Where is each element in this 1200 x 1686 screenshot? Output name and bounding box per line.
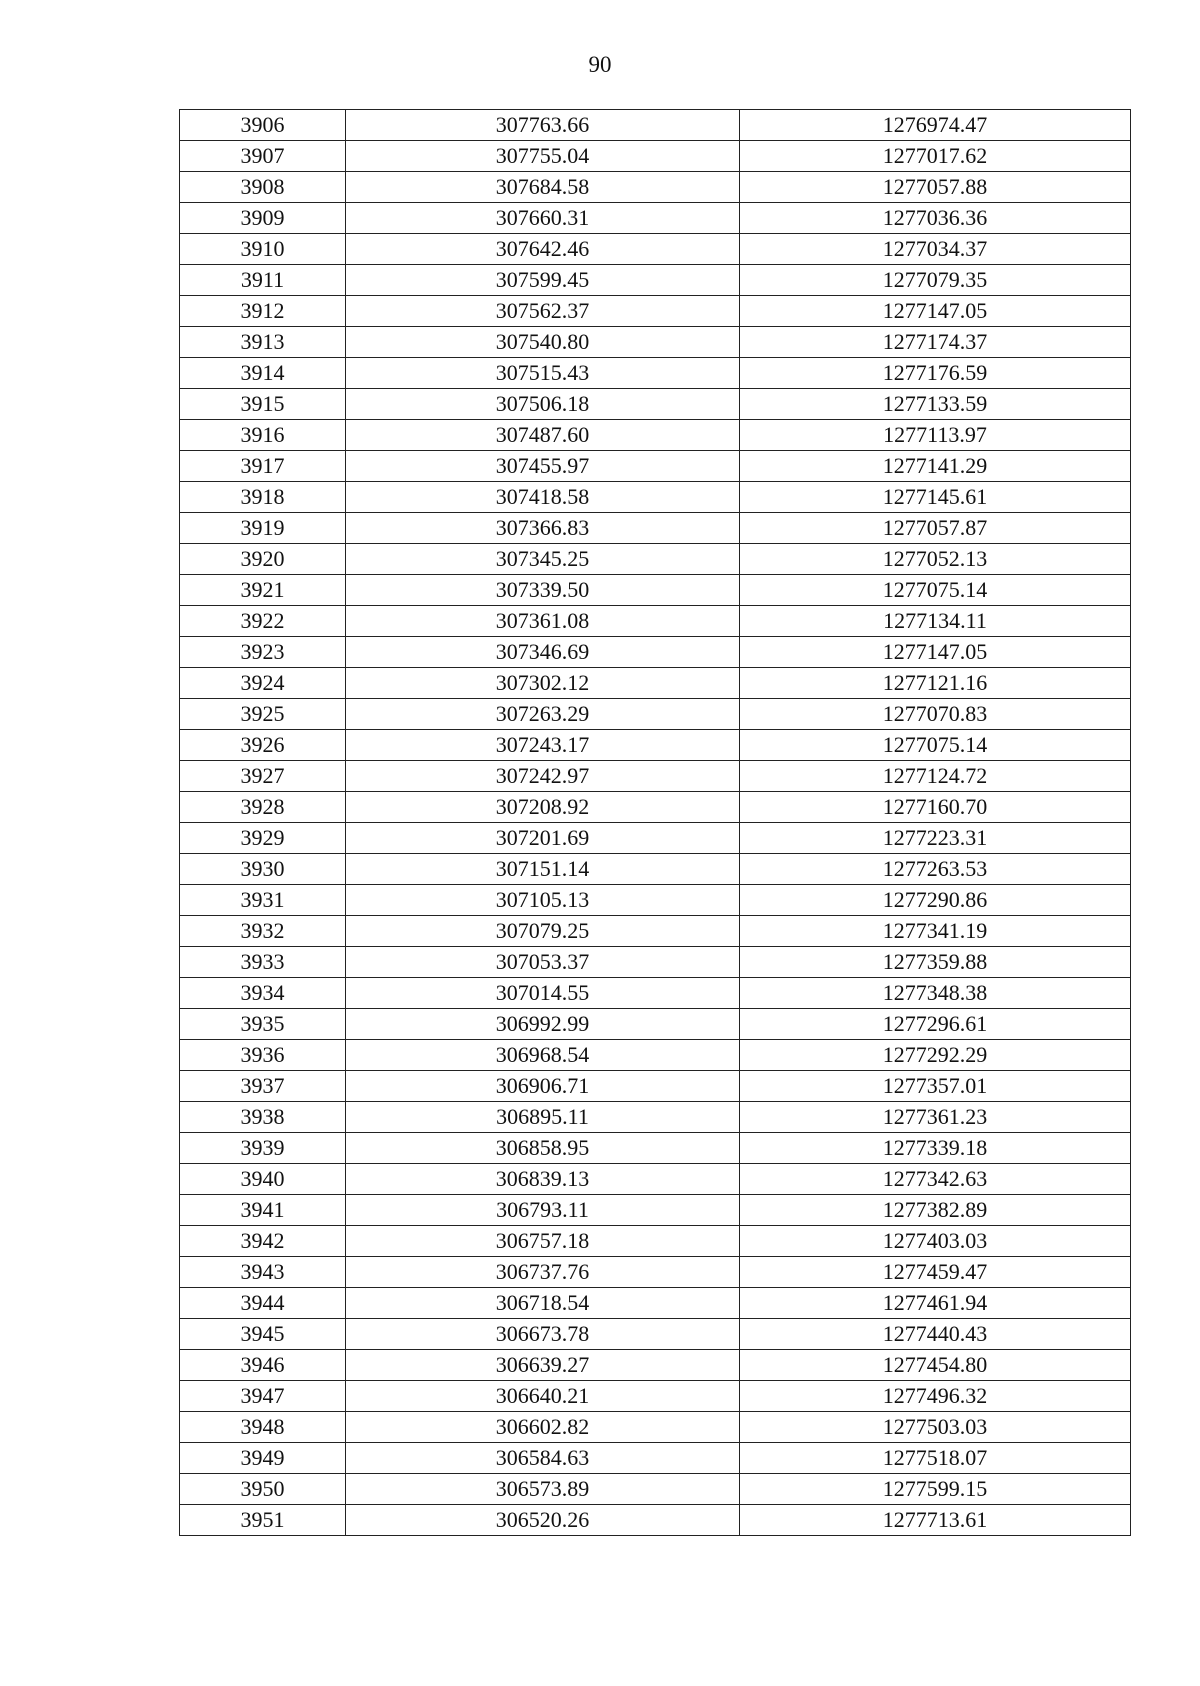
x-coordinate-cell: 307366.83 bbox=[346, 513, 740, 544]
x-coordinate-cell: 306793.11 bbox=[346, 1195, 740, 1226]
y-coordinate-cell: 1277296.61 bbox=[740, 1009, 1131, 1040]
point-number-cell: 3909 bbox=[180, 203, 346, 234]
point-number-cell: 3934 bbox=[180, 978, 346, 1009]
point-number-cell: 3951 bbox=[180, 1505, 346, 1536]
table-row bbox=[180, 1164, 1131, 1195]
table-row bbox=[180, 327, 1131, 358]
point-number-cell: 3937 bbox=[180, 1071, 346, 1102]
y-coordinate-cell: 1277079.35 bbox=[740, 265, 1131, 296]
x-coordinate-cell: 307242.97 bbox=[346, 761, 740, 792]
table-row bbox=[180, 1474, 1131, 1505]
point-number-cell: 3925 bbox=[180, 699, 346, 730]
x-coordinate-cell: 307562.37 bbox=[346, 296, 740, 327]
table-row bbox=[180, 482, 1131, 513]
table-row bbox=[180, 699, 1131, 730]
x-coordinate-cell: 306520.26 bbox=[346, 1505, 740, 1536]
y-coordinate-cell: 1277348.38 bbox=[740, 978, 1131, 1009]
table-row bbox=[180, 885, 1131, 916]
x-coordinate-cell: 307105.13 bbox=[346, 885, 740, 916]
table-row bbox=[180, 1381, 1131, 1412]
point-number-cell: 3939 bbox=[180, 1133, 346, 1164]
y-coordinate-cell: 1277070.83 bbox=[740, 699, 1131, 730]
point-number-cell: 3941 bbox=[180, 1195, 346, 1226]
x-coordinate-cell: 306639.27 bbox=[346, 1350, 740, 1381]
x-coordinate-cell: 307014.55 bbox=[346, 978, 740, 1009]
point-number-cell: 3931 bbox=[180, 885, 346, 916]
table-row bbox=[180, 234, 1131, 265]
table-row bbox=[180, 1040, 1131, 1071]
x-coordinate-cell: 307660.31 bbox=[346, 203, 740, 234]
table-row bbox=[180, 110, 1131, 141]
y-coordinate-cell: 1277174.37 bbox=[740, 327, 1131, 358]
y-coordinate-cell: 1277503.03 bbox=[740, 1412, 1131, 1443]
table-row bbox=[180, 1071, 1131, 1102]
x-coordinate-cell: 306895.11 bbox=[346, 1102, 740, 1133]
y-coordinate-cell: 1277134.11 bbox=[740, 606, 1131, 637]
y-coordinate-cell: 1277121.16 bbox=[740, 668, 1131, 699]
y-coordinate-cell: 1277341.19 bbox=[740, 916, 1131, 947]
table-row bbox=[180, 1009, 1131, 1040]
x-coordinate-cell: 307053.37 bbox=[346, 947, 740, 978]
table-row bbox=[180, 1505, 1131, 1536]
point-number-cell: 3942 bbox=[180, 1226, 346, 1257]
y-coordinate-cell: 1277357.01 bbox=[740, 1071, 1131, 1102]
table-row bbox=[180, 1288, 1131, 1319]
x-coordinate-cell: 307418.58 bbox=[346, 482, 740, 513]
x-coordinate-cell: 307079.25 bbox=[346, 916, 740, 947]
y-coordinate-cell: 1277361.23 bbox=[740, 1102, 1131, 1133]
y-coordinate-cell: 1276974.47 bbox=[740, 110, 1131, 141]
table-row bbox=[180, 761, 1131, 792]
table-row bbox=[180, 854, 1131, 885]
y-coordinate-cell: 1277339.18 bbox=[740, 1133, 1131, 1164]
x-coordinate-cell: 307684.58 bbox=[346, 172, 740, 203]
table-row bbox=[180, 544, 1131, 575]
point-number-cell: 3933 bbox=[180, 947, 346, 978]
y-coordinate-cell: 1277403.03 bbox=[740, 1226, 1131, 1257]
table-row bbox=[180, 1102, 1131, 1133]
x-coordinate-cell: 306602.82 bbox=[346, 1412, 740, 1443]
point-number-cell: 3938 bbox=[180, 1102, 346, 1133]
point-number-cell: 3906 bbox=[180, 110, 346, 141]
point-number-cell: 3923 bbox=[180, 637, 346, 668]
point-number-cell: 3935 bbox=[180, 1009, 346, 1040]
table-row bbox=[180, 947, 1131, 978]
table-row bbox=[180, 1133, 1131, 1164]
x-coordinate-cell: 306584.63 bbox=[346, 1443, 740, 1474]
y-coordinate-cell: 1277052.13 bbox=[740, 544, 1131, 575]
x-coordinate-cell: 306839.13 bbox=[346, 1164, 740, 1195]
y-coordinate-cell: 1277292.29 bbox=[740, 1040, 1131, 1071]
table-row bbox=[180, 513, 1131, 544]
table-row bbox=[180, 420, 1131, 451]
point-number-cell: 3912 bbox=[180, 296, 346, 327]
table-row bbox=[180, 265, 1131, 296]
table-row bbox=[180, 141, 1131, 172]
point-number-cell: 3945 bbox=[180, 1319, 346, 1350]
y-coordinate-cell: 1277075.14 bbox=[740, 730, 1131, 761]
table-row bbox=[180, 823, 1131, 854]
point-number-cell: 3908 bbox=[180, 172, 346, 203]
table-row bbox=[180, 203, 1131, 234]
table-row bbox=[180, 978, 1131, 1009]
table-row bbox=[180, 668, 1131, 699]
table-row bbox=[180, 916, 1131, 947]
table-row bbox=[180, 1443, 1131, 1474]
x-coordinate-cell: 306968.54 bbox=[346, 1040, 740, 1071]
point-number-cell: 3916 bbox=[180, 420, 346, 451]
y-coordinate-cell: 1277496.32 bbox=[740, 1381, 1131, 1412]
point-number-cell: 3914 bbox=[180, 358, 346, 389]
table-row bbox=[180, 1226, 1131, 1257]
x-coordinate-cell: 306640.21 bbox=[346, 1381, 740, 1412]
table-row bbox=[180, 296, 1131, 327]
y-coordinate-cell: 1277034.37 bbox=[740, 234, 1131, 265]
point-number-cell: 3950 bbox=[180, 1474, 346, 1505]
point-number-cell: 3913 bbox=[180, 327, 346, 358]
y-coordinate-cell: 1277176.59 bbox=[740, 358, 1131, 389]
point-number-cell: 3932 bbox=[180, 916, 346, 947]
y-coordinate-cell: 1277145.61 bbox=[740, 482, 1131, 513]
x-coordinate-cell: 306992.99 bbox=[346, 1009, 740, 1040]
y-coordinate-cell: 1277359.88 bbox=[740, 947, 1131, 978]
x-coordinate-cell: 307455.97 bbox=[346, 451, 740, 482]
y-coordinate-cell: 1277382.89 bbox=[740, 1195, 1131, 1226]
x-coordinate-cell: 306757.18 bbox=[346, 1226, 740, 1257]
table-row bbox=[180, 575, 1131, 606]
point-number-cell: 3921 bbox=[180, 575, 346, 606]
table-row bbox=[180, 172, 1131, 203]
table-row bbox=[180, 792, 1131, 823]
y-coordinate-cell: 1277057.87 bbox=[740, 513, 1131, 544]
x-coordinate-cell: 307599.45 bbox=[346, 265, 740, 296]
table-row bbox=[180, 451, 1131, 482]
y-coordinate-cell: 1277459.47 bbox=[740, 1257, 1131, 1288]
x-coordinate-cell: 307540.80 bbox=[346, 327, 740, 358]
x-coordinate-cell: 307346.69 bbox=[346, 637, 740, 668]
x-coordinate-cell: 306573.89 bbox=[346, 1474, 740, 1505]
y-coordinate-cell: 1277057.88 bbox=[740, 172, 1131, 203]
y-coordinate-cell: 1277223.31 bbox=[740, 823, 1131, 854]
x-coordinate-cell: 307302.12 bbox=[346, 668, 740, 699]
point-number-cell: 3930 bbox=[180, 854, 346, 885]
y-coordinate-cell: 1277461.94 bbox=[740, 1288, 1131, 1319]
point-number-cell: 3920 bbox=[180, 544, 346, 575]
x-coordinate-cell: 307642.46 bbox=[346, 234, 740, 265]
table-row bbox=[180, 730, 1131, 761]
table-row bbox=[180, 1412, 1131, 1443]
x-coordinate-cell: 307263.29 bbox=[346, 699, 740, 730]
x-coordinate-cell: 307763.66 bbox=[346, 110, 740, 141]
point-number-cell: 3926 bbox=[180, 730, 346, 761]
y-coordinate-cell: 1277440.43 bbox=[740, 1319, 1131, 1350]
point-number-cell: 3918 bbox=[180, 482, 346, 513]
point-number-cell: 3922 bbox=[180, 606, 346, 637]
point-number-cell: 3946 bbox=[180, 1350, 346, 1381]
coordinates-table-container bbox=[179, 109, 1130, 1536]
table-row bbox=[180, 1319, 1131, 1350]
x-coordinate-cell: 307151.14 bbox=[346, 854, 740, 885]
x-coordinate-cell: 307755.04 bbox=[346, 141, 740, 172]
x-coordinate-cell: 306673.78 bbox=[346, 1319, 740, 1350]
y-coordinate-cell: 1277124.72 bbox=[740, 761, 1131, 792]
x-coordinate-cell: 307345.25 bbox=[346, 544, 740, 575]
point-number-cell: 3917 bbox=[180, 451, 346, 482]
table-row bbox=[180, 606, 1131, 637]
y-coordinate-cell: 1277342.63 bbox=[740, 1164, 1131, 1195]
y-coordinate-cell: 1277141.29 bbox=[740, 451, 1131, 482]
point-number-cell: 3924 bbox=[180, 668, 346, 699]
x-coordinate-cell: 307515.43 bbox=[346, 358, 740, 389]
y-coordinate-cell: 1277454.80 bbox=[740, 1350, 1131, 1381]
table-row bbox=[180, 637, 1131, 668]
point-number-cell: 3943 bbox=[180, 1257, 346, 1288]
x-coordinate-cell: 306858.95 bbox=[346, 1133, 740, 1164]
page-number: 90 bbox=[588, 52, 612, 77]
coordinates-table-body bbox=[180, 110, 1131, 1536]
table-row bbox=[180, 1350, 1131, 1381]
x-coordinate-cell: 307208.92 bbox=[346, 792, 740, 823]
point-number-cell: 3919 bbox=[180, 513, 346, 544]
point-number-cell: 3927 bbox=[180, 761, 346, 792]
x-coordinate-cell: 306737.76 bbox=[346, 1257, 740, 1288]
y-coordinate-cell: 1277599.15 bbox=[740, 1474, 1131, 1505]
y-coordinate-cell: 1277113.97 bbox=[740, 420, 1131, 451]
y-coordinate-cell: 1277713.61 bbox=[740, 1505, 1131, 1536]
y-coordinate-cell: 1277036.36 bbox=[740, 203, 1131, 234]
x-coordinate-cell: 307339.50 bbox=[346, 575, 740, 606]
y-coordinate-cell: 1277263.53 bbox=[740, 854, 1131, 885]
y-coordinate-cell: 1277147.05 bbox=[740, 637, 1131, 668]
point-number-cell: 3949 bbox=[180, 1443, 346, 1474]
x-coordinate-cell: 307243.17 bbox=[346, 730, 740, 761]
table-row bbox=[180, 389, 1131, 420]
point-number-cell: 3940 bbox=[180, 1164, 346, 1195]
x-coordinate-cell: 306718.54 bbox=[346, 1288, 740, 1319]
coordinates-table bbox=[179, 109, 1131, 1536]
point-number-cell: 3948 bbox=[180, 1412, 346, 1443]
point-number-cell: 3910 bbox=[180, 234, 346, 265]
table-row bbox=[180, 1257, 1131, 1288]
y-coordinate-cell: 1277017.62 bbox=[740, 141, 1131, 172]
table-row bbox=[180, 1195, 1131, 1226]
point-number-cell: 3944 bbox=[180, 1288, 346, 1319]
point-number-cell: 3907 bbox=[180, 141, 346, 172]
x-coordinate-cell: 307506.18 bbox=[346, 389, 740, 420]
y-coordinate-cell: 1277133.59 bbox=[740, 389, 1131, 420]
point-number-cell: 3915 bbox=[180, 389, 346, 420]
table-row bbox=[180, 358, 1131, 389]
y-coordinate-cell: 1277075.14 bbox=[740, 575, 1131, 606]
point-number-cell: 3936 bbox=[180, 1040, 346, 1071]
point-number-cell: 3947 bbox=[180, 1381, 346, 1412]
point-number-cell: 3929 bbox=[180, 823, 346, 854]
x-coordinate-cell: 306906.71 bbox=[346, 1071, 740, 1102]
point-number-cell: 3928 bbox=[180, 792, 346, 823]
y-coordinate-cell: 1277290.86 bbox=[740, 885, 1131, 916]
x-coordinate-cell: 307487.60 bbox=[346, 420, 740, 451]
y-coordinate-cell: 1277160.70 bbox=[740, 792, 1131, 823]
y-coordinate-cell: 1277147.05 bbox=[740, 296, 1131, 327]
x-coordinate-cell: 307201.69 bbox=[346, 823, 740, 854]
y-coordinate-cell: 1277518.07 bbox=[740, 1443, 1131, 1474]
point-number-cell: 3911 bbox=[180, 265, 346, 296]
x-coordinate-cell: 307361.08 bbox=[346, 606, 740, 637]
